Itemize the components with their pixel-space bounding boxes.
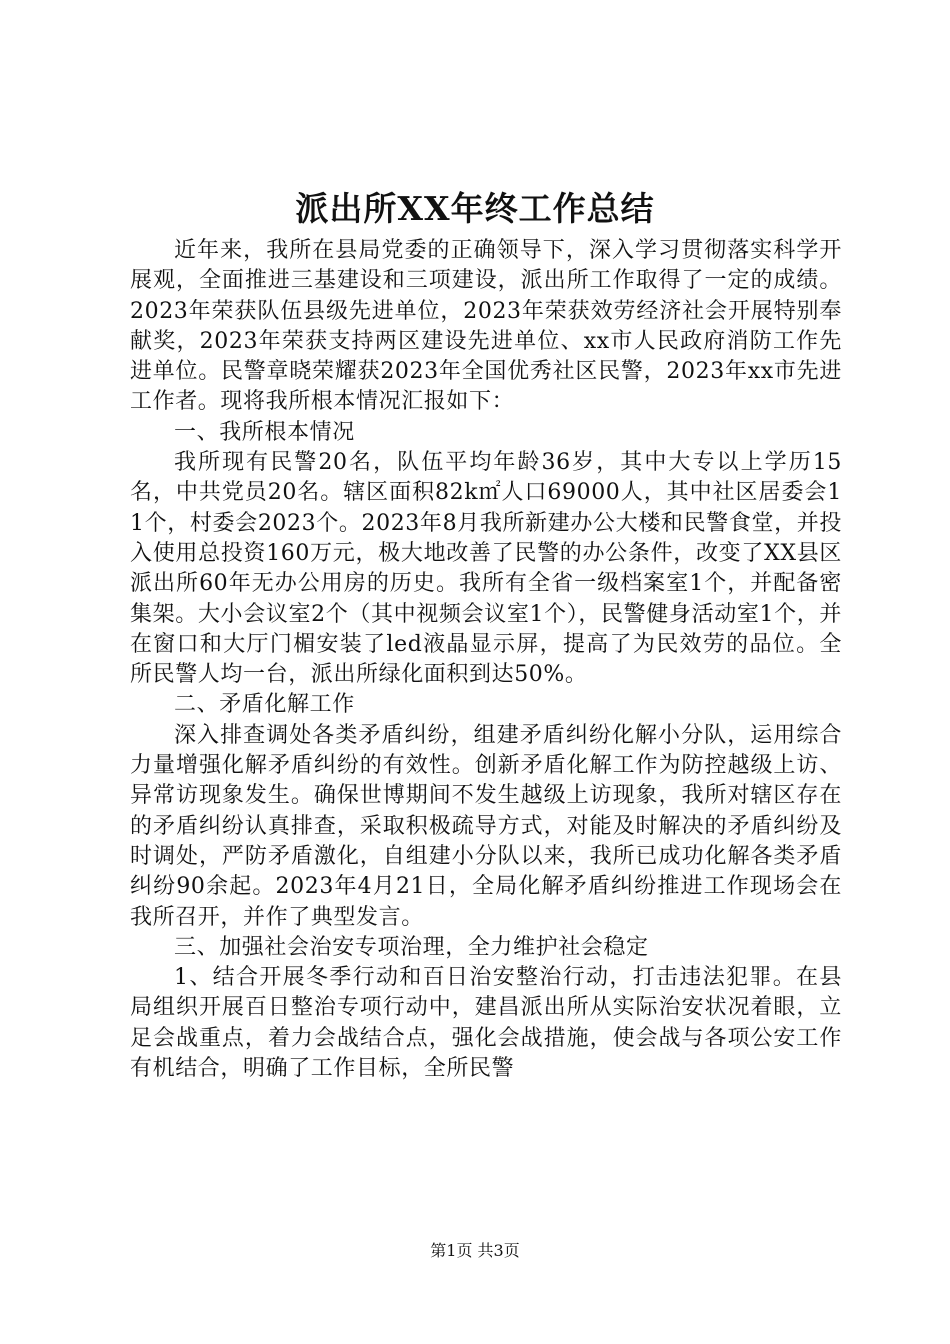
intro-paragraph: 近年来，我所在县局党委的正确领导下，深入学习贯彻落实科学开展观，全面推进三基建设和三项建设，派出所工作取得了一定的成绩。2023年荣获队伍县级先进单位，2023年荣获效劳经济社会开展特别奉献奖，2023年荣获支持两区建设先进单位、xx市人民政府消防工作先进单位。民警章晓荣耀获2023年全国优秀社区民警，2023年xx市先进工作者。现将我所根本情况汇报如下： bbox=[130, 238, 842, 415]
section-heading-basic-situation: 一、我所根本情况 bbox=[174, 419, 355, 445]
public-security-paragraph: 1、结合开展冬季行动和百日治安整治行动，打击违法犯罪。在县局组织开展百日整治专项行动中，建昌派出所从实际治安状况着眼，立足会战重点，着力会战结合点，强化会战措施，使会战与各项公安工作有机结合，明确了工作目标，全所民警 bbox=[130, 965, 842, 1082]
section-heading-conflict-resolution: 二、矛盾化解工作 bbox=[174, 692, 355, 718]
document-body bbox=[130, 236, 842, 1084]
document-title: 派出所XX年终工作总结 bbox=[295, 189, 655, 228]
conflict-resolution-paragraph: 深入排查调处各类矛盾纠纷，组建矛盾纠纷化解小分队，运用综合力量增强化解矛盾纠纷的有效性。创新矛盾化解工作为防控越级上访、异常访现象发生。确保世博期间不发生越级上访现象，我所对辖区存在的矛盾纠纷认真排查，采取积极疏导方式，对能及时解决的矛盾纠纷及时调处，严防矛盾激化，自组建小分队以来，我所已成功化解各类矛盾纠纷90余起。2023年4月21日，全局化解矛盾纠纷推进工作现场会在我所召开，并作了典型发言。 bbox=[130, 722, 842, 930]
page-footer: 第1页 共3页 bbox=[430, 1241, 520, 1260]
basic-situation-paragraph: 我所现有民警20名，队伍平均年龄36岁，其中大专以上学历15名，中共党员20名。辖区面积82k㎡人口69000人，其中社区居委会11个，村委会2023个。2023年8月我所新建办公大楼和民警食堂，并投入使用总投资160万元，极大地改善了民警的办公条件，改变了XX县区派出所60年无办公用房的历史。我所有全省一级档案室1个，并配备密集架。大小会议室2个（其中视频会议室1个），民警健身活动室1个，并在窗口和大厅门楣安装了led液晶显示屏，提高了为民效劳的品位。全所民警人均一台，派出所绿化面积到达50%。 bbox=[130, 450, 842, 688]
section-heading-public-security: 三、加强社会治安专项治理，全力维护社会稳定 bbox=[174, 934, 649, 960]
